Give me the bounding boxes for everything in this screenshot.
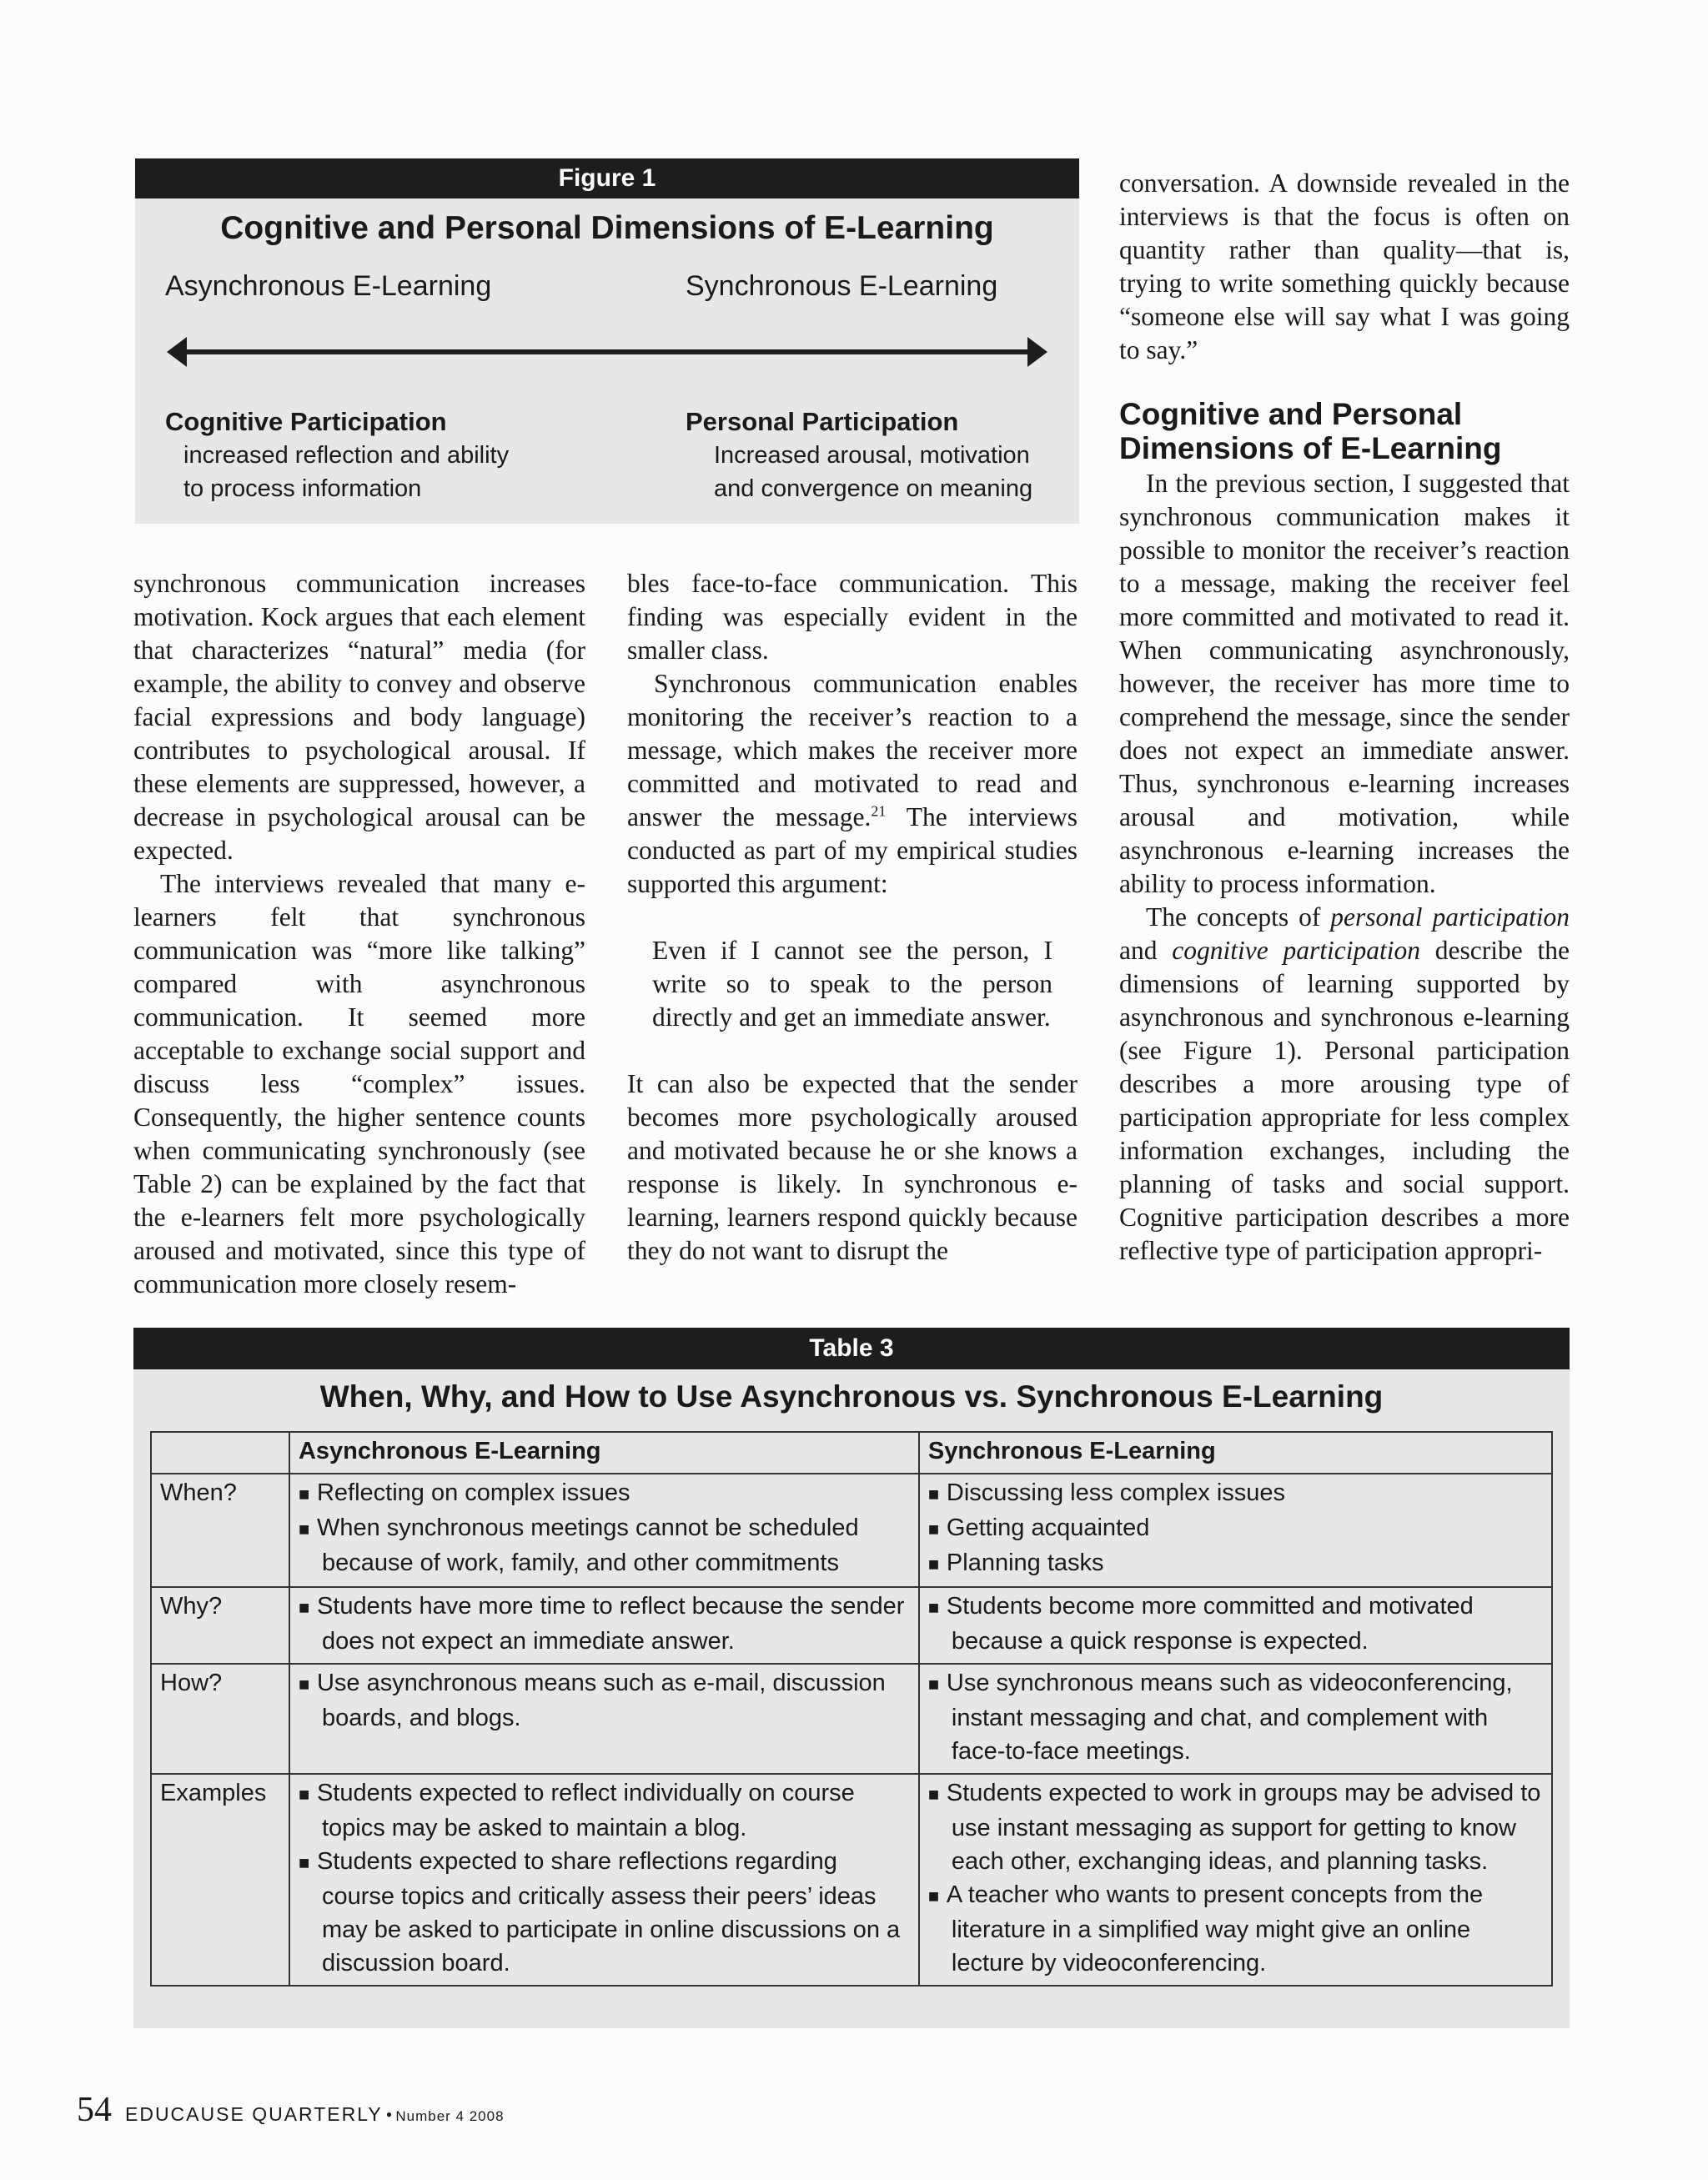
section-body xyxy=(1119,467,1570,1268)
bullet-item xyxy=(299,1666,910,1735)
bullet-item xyxy=(928,1476,1543,1511)
square-bullet-icon: ■ xyxy=(298,1784,310,1805)
bullet-text: Reflecting on complex issues xyxy=(316,1479,630,1506)
bullet-item xyxy=(928,1666,1543,1768)
row-label: Examples xyxy=(151,1774,289,1986)
bullet-text: Students expected to work in groups may be advised to use instant messaging as support for getting to know each other, exchanging ideas, and planning tasks. xyxy=(946,1780,1541,1875)
figure-sync-heading: Synchronous E-Learning xyxy=(686,270,998,302)
paragraph: It can also be expected that the sender becomes more psychologically aroused and motivated because he or she knows a response is likely. In synchronous e-learning, learners respond quickly because they do not want to disrupt the xyxy=(627,1069,1078,1265)
bullet-text: Getting acquainted xyxy=(946,1514,1150,1541)
bullet-item xyxy=(928,1546,1543,1581)
bullet-item xyxy=(928,1776,1543,1878)
square-bullet-icon: ■ xyxy=(927,1886,940,1906)
double-arrow-icon xyxy=(167,335,1047,369)
body-column-2 xyxy=(627,567,1078,1268)
issue-number: Number 4 2008 xyxy=(395,2108,505,2124)
table-row xyxy=(151,1474,1552,1587)
row-label: When? xyxy=(151,1474,289,1587)
header-sync: Synchronous E-Learning xyxy=(919,1432,1552,1474)
bullet-item xyxy=(928,1590,1543,1658)
square-bullet-icon: ■ xyxy=(927,1597,940,1618)
bullet-text: Students have more time to reflect because the sender does not expect an immediate answer. xyxy=(316,1593,905,1655)
cell-async xyxy=(289,1774,919,1986)
square-bullet-icon: ■ xyxy=(927,1784,940,1805)
cell-async xyxy=(289,1474,919,1587)
cell-async xyxy=(289,1664,919,1774)
table-3 xyxy=(133,1328,1570,2028)
bullet-text: Use synchronous means such as videoconferencing, instant messaging and chat, and complement with face-to-face meetings. xyxy=(946,1670,1513,1765)
table-title: When, Why, and How to Use Asynchronous vs. Synchronous E-Learning xyxy=(319,1379,1384,1414)
bullet-text: Students expected to reflect individually on course topics may be asked to maintain a blog. xyxy=(316,1780,855,1841)
figure-1 xyxy=(135,158,1079,524)
square-bullet-icon: ■ xyxy=(298,1597,310,1618)
journal-name: EDUCAUSE QUARTERLY xyxy=(125,2103,383,2125)
paragraph: In the previous section, I suggested that synchronous communication makes it possible to monitor the receiver’s reaction to a message, making the receiver feel more committed and motivated to read it. When communicating asynchronously, however, the receiver has more time to comprehend the message, since the sender does not expect an immediate answer. Thus, synchronous e-learning increases arousal and motivation, while asynchronous e-learning increases the ability to process information. xyxy=(1119,469,1570,898)
row-label: Why? xyxy=(151,1587,289,1664)
square-bullet-icon: ■ xyxy=(298,1484,310,1504)
bullet-text: Planning tasks xyxy=(946,1550,1104,1576)
bullet-item xyxy=(928,1511,1543,1546)
bullet-item xyxy=(299,1511,910,1580)
figure-title: Cognitive and Personal Dimensions of E-Learning xyxy=(220,210,994,246)
square-bullet-icon: ■ xyxy=(927,1554,940,1575)
cell-sync xyxy=(919,1664,1552,1774)
bullet-text: A teacher who wants to present concepts from the literature in a simplified way might give an online lecture by videoconferencing. xyxy=(946,1881,1484,1977)
table-row xyxy=(151,1587,1552,1664)
paragraph xyxy=(627,667,1078,901)
cell-sync xyxy=(919,1587,1552,1664)
figure-personal-title: Personal Participation xyxy=(686,407,959,436)
page-footer xyxy=(77,2090,505,2130)
text-span: The concepts of xyxy=(1146,902,1331,932)
header-async: Asynchronous E-Learning xyxy=(289,1432,919,1474)
table-row xyxy=(151,1774,1552,1986)
text-span: The interviews conducted as part of my empirical studies supported this argument: xyxy=(627,802,1078,898)
paragraph: bles face-to-face communication. This finding was especially evident in the smaller class. xyxy=(627,569,1078,665)
square-bullet-icon: ■ xyxy=(298,1519,310,1540)
footnote-ref: 21 xyxy=(871,802,887,820)
page-number: 54 xyxy=(77,2091,112,2129)
body-column-1 xyxy=(133,567,585,1301)
paragraph xyxy=(1119,901,1570,1268)
bullet-item xyxy=(299,1476,910,1511)
emphasis: cognitive participation xyxy=(1172,936,1420,965)
paragraph: synchronous communication increases motivation. Kock argues that each element that characterizes “natural” media (for example, the ability to convey and observe facial expressions and body language) contributes to psychological arousal. If these elements are suppressed, however, a decrease in psychological arousal can be expected. xyxy=(133,569,585,865)
square-bullet-icon: ■ xyxy=(927,1519,940,1540)
table-row xyxy=(151,1664,1552,1774)
bullet-item xyxy=(299,1590,910,1658)
bullet-item xyxy=(928,1878,1543,1980)
figure-personal-line1: Increased arousal, motivation xyxy=(714,442,1030,469)
paragraph: The interviews revealed that many e-learners felt that synchronous communication was “more like talking” compared with asynchronous communication. It seemed more acceptable to exchange social support and discuss less “complex” issues. Consequently, the higher sentence counts when communicating synchronously (see Table 2) can be explained by the fact that the e-learners felt more psychologically aroused and motivated, since this type of communication more closely resem- xyxy=(133,869,585,1298)
cell-sync xyxy=(919,1774,1552,1986)
bullet-text: Use asynchronous means such as e-mail, discussion boards, and blogs. xyxy=(316,1670,886,1731)
text-span: Synchronous communication enables monitoring the receiver’s reaction to a message, which makes the receiver more committed and motivated to read and answer the message. xyxy=(627,669,1078,831)
bullet-text: Discussing less complex issues xyxy=(946,1479,1286,1506)
cell-sync xyxy=(919,1474,1552,1587)
figure-cognitive-line1: increased reflection and ability xyxy=(183,442,510,469)
square-bullet-icon: ■ xyxy=(927,1484,940,1504)
table-grid xyxy=(150,1431,1553,1987)
bullet-text: Students expected to share reflections regarding course topics and critically assess their peers’ ideas may be asked to participate in online discussions on a discussion board. xyxy=(316,1848,901,1977)
bullet-text: Students become more committed and motivated because a quick response is expected. xyxy=(946,1593,1474,1655)
section-heading: Cognitive and Personal Dimensions of E-Learning xyxy=(1119,397,1502,465)
figure-async-heading: Asynchronous E-Learning xyxy=(165,270,492,302)
header-empty-cell xyxy=(151,1432,289,1474)
emphasis: personal participation xyxy=(1330,902,1570,932)
table-label: Table 3 xyxy=(133,1328,1570,1369)
figure-cognitive-title: Cognitive Participation xyxy=(165,407,447,436)
paragraph: conversation. A downside revealed in the interviews is that the focus is often on quantity rather than quality—that is, trying to write something quickly because “someone else will say what I was going to say.” xyxy=(1119,168,1570,364)
figure-cognitive-line2: to process information xyxy=(183,475,422,502)
square-bullet-icon: ■ xyxy=(298,1852,310,1873)
bullet-text: When synchronous meetings cannot be scheduled because of work, family, and other commitments xyxy=(316,1514,859,1576)
text-span: describe the dimensions of learning supported by asynchronous and synchronous e-learning (see Figure 1). Personal participation describes a more arousing type of participation appropriate for less complex information exchanges, including the planning of tasks and social support. Cognitive participation describes a more reflective type of participation appropri- xyxy=(1119,936,1570,1265)
square-bullet-icon: ■ xyxy=(927,1674,940,1695)
footer-bullet: • xyxy=(385,2104,393,2125)
bullet-item xyxy=(299,1845,910,1980)
bullet-item xyxy=(299,1776,910,1845)
table-header-row xyxy=(151,1432,1552,1474)
cell-async xyxy=(289,1587,919,1664)
block-quote: Even if I cannot see the person, I write so to speak to the person directly and get an immediate answer. xyxy=(652,936,1052,1032)
text-span: and xyxy=(1119,936,1173,965)
figure-personal-line2: and convergence on meaning xyxy=(714,475,1033,502)
table-body xyxy=(151,1474,1552,1986)
figure-label: Figure 1 xyxy=(135,158,1079,198)
row-label: How? xyxy=(151,1664,289,1774)
square-bullet-icon: ■ xyxy=(298,1674,310,1695)
